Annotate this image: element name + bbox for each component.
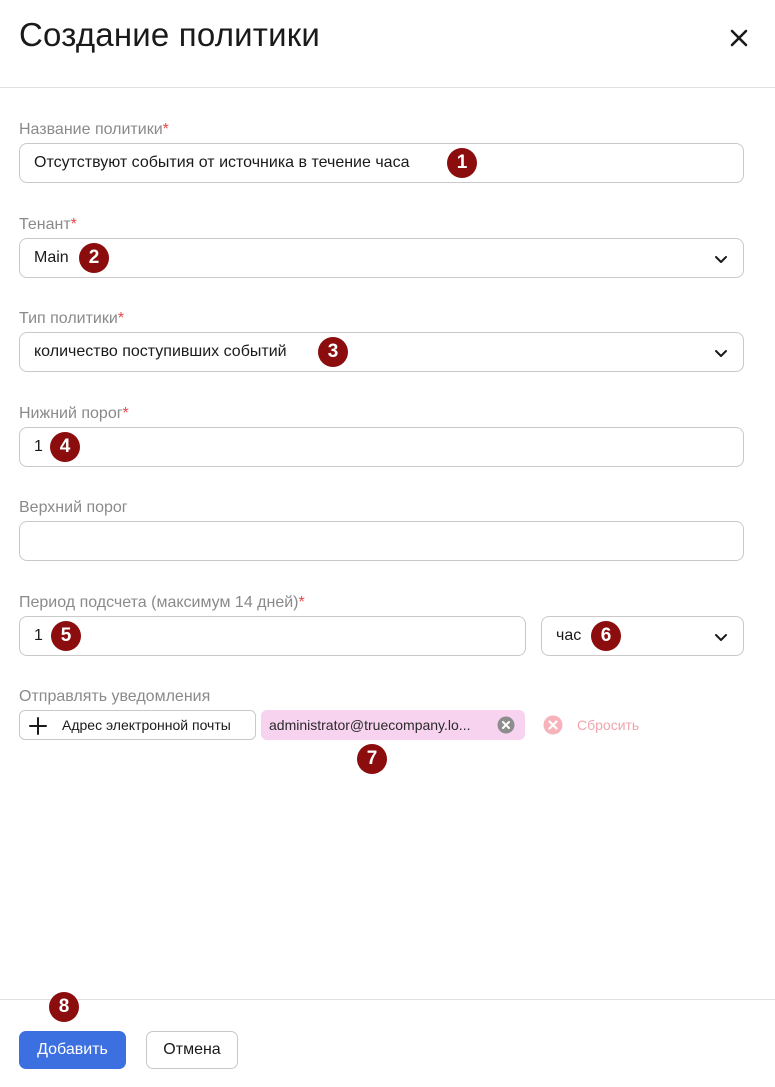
dialog-header — [0, 0, 775, 88]
notifications-label: Отправлять уведомления — [19, 688, 211, 705]
annotation-marker-1: 1 — [447, 148, 477, 178]
cancel-button[interactable]: Отмена — [146, 1031, 238, 1069]
policy-type-value: количество поступивших событий — [34, 343, 287, 360]
policy-name-input[interactable] — [19, 143, 744, 183]
annotation-marker-5: 5 — [51, 621, 81, 651]
lower-threshold-value: 1 — [34, 438, 43, 455]
annotation-marker-3: 3 — [318, 337, 348, 367]
tenant-select[interactable] — [19, 238, 744, 278]
required-mark: * — [70, 216, 77, 233]
upper-threshold-label: Верхний порог — [19, 499, 128, 516]
required-mark: * — [162, 121, 169, 138]
add-button[interactable]: Добавить — [19, 1031, 126, 1069]
policy-type-label: Тип политики* — [19, 310, 125, 327]
period-value: 1 — [34, 627, 43, 644]
plus-icon — [28, 716, 48, 736]
required-mark: * — [117, 310, 125, 327]
period-input[interactable] — [19, 616, 526, 656]
add-email-label: Адрес электронной почты — [62, 717, 231, 733]
tenant-label: Тенант* — [19, 216, 77, 233]
annotation-marker-7: 7 — [357, 744, 387, 774]
policy-name-label: Название политики* — [19, 121, 169, 138]
policy-name-value: Отсутствуют события от источника в течение часа — [34, 154, 410, 171]
annotation-marker-4: 4 — [50, 432, 80, 462]
remove-email-icon[interactable] — [497, 716, 515, 734]
required-mark: * — [298, 594, 305, 611]
clear-icon — [543, 715, 563, 735]
chevron-down-icon — [713, 629, 729, 645]
period-unit-value: час — [556, 627, 582, 644]
upper-threshold-input[interactable] — [19, 521, 744, 561]
close-icon[interactable] — [723, 22, 755, 54]
tenant-value: Main — [34, 249, 69, 266]
email-chip-label: administrator@truecompany.lo... — [269, 717, 471, 733]
annotation-marker-8: 8 — [49, 992, 79, 1022]
add-email-button[interactable] — [19, 710, 256, 740]
required-mark: * — [122, 405, 129, 422]
reset-label: Сбросить — [577, 717, 640, 733]
period-unit-select[interactable] — [541, 616, 744, 656]
lower-threshold-label: Нижний порог* — [19, 405, 129, 422]
dialog-title: Создание политики — [19, 16, 321, 53]
lower-threshold-input[interactable] — [19, 427, 744, 467]
annotation-marker-6: 6 — [591, 621, 621, 651]
annotation-marker-2: 2 — [79, 243, 109, 273]
email-chip[interactable] — [261, 710, 525, 740]
policy-type-select[interactable] — [19, 332, 744, 372]
period-label: Период подсчета (максимум 14 дней)* — [19, 594, 305, 611]
chevron-down-icon — [713, 345, 729, 361]
chevron-down-icon — [713, 251, 729, 267]
